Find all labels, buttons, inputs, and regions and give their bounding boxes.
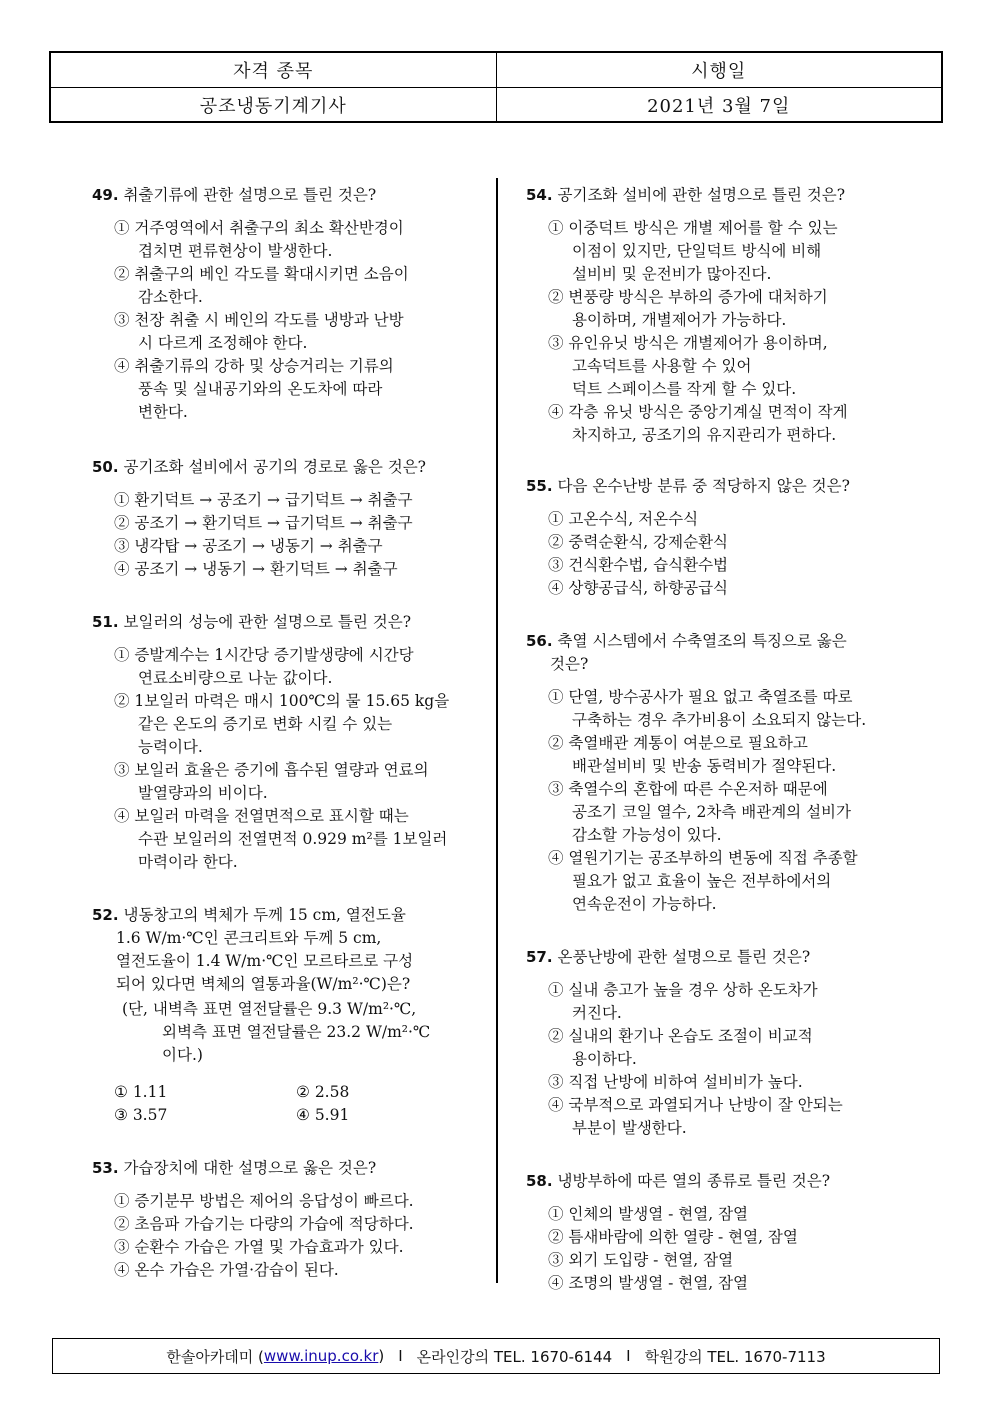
options xyxy=(526,686,916,916)
right-column xyxy=(526,184,916,1321)
option-2: ② 축열배관 계통이 여분으로 필요하고 배관설비비 및 반송 동력비가 절약된다. xyxy=(548,734,837,775)
question-51 xyxy=(92,611,512,874)
question-note: (단, 내벽측 표면 열전달률은 9.3 W/m²·℃, 외벽측 표면 열전달률은 23.2 W/m²·℃ 이다.) xyxy=(122,1000,431,1064)
option-4: ④ 온수 가습은 가열·감습이 된다. xyxy=(114,1261,339,1279)
question-55 xyxy=(526,475,916,600)
question-text: 50. 공기조화 설비에서 공기의 경로로 옳은 것은? xyxy=(92,458,426,476)
question-text: 53. 가습장치에 대한 설명으로 옳은 것은? xyxy=(92,1159,377,1177)
left-column xyxy=(92,184,512,1308)
footer-paren: ) xyxy=(378,1347,385,1365)
option-2: ② 변풍량 방식은 부하의 증가에 대처하기 용이하며, 개별제어가 가능하다. xyxy=(548,288,828,329)
option-3: ③ 천장 취출 시 베인의 각도를 냉방과 난방 시 다르게 조정해야 한다. xyxy=(114,311,404,352)
options xyxy=(92,489,512,581)
option-3: ③ 외기 도입량 - 현열, 잠열 xyxy=(548,1251,734,1269)
option-1: ① 고온수식, 저온수식 xyxy=(548,510,699,528)
question-text: 57. 온풍난방에 관한 설명으로 틀린 것은? xyxy=(526,948,811,966)
header-row-values xyxy=(51,87,941,122)
question-57 xyxy=(526,946,916,1140)
footer-separator: I xyxy=(626,1347,631,1365)
option-2: ② 1보일러 마력은 매시 100℃의 물 15.65 kg을 같은 온도의 증기로 변화 시킬 수 있는 능력이다. xyxy=(114,692,450,756)
question-text: 55. 다음 온수난방 분류 중 적당하지 않은 것은? xyxy=(526,477,850,495)
question-53 xyxy=(92,1157,512,1282)
option-3: ③ 보일러 효율은 증기에 흡수된 열량과 연료의 발열량과의 비이다. xyxy=(114,761,429,802)
option-4: ④ 공조기 → 냉동기 → 환기덕트 → 취출구 xyxy=(114,560,398,578)
option-3: ③ 순환수 가습은 가열 및 가습효과가 있다. xyxy=(114,1238,404,1256)
option-1: ① 인체의 발생열 - 현열, 잠열 xyxy=(548,1205,749,1223)
options xyxy=(92,217,512,424)
header-date-title: 시행일 xyxy=(496,53,942,87)
options xyxy=(526,217,916,447)
question-50 xyxy=(92,456,512,581)
question-text: 49. 취출기류에 관한 설명으로 틀린 것은? xyxy=(92,186,377,204)
option-1: ① 1.11 xyxy=(114,1083,168,1101)
header-category-title: 자격 종목 xyxy=(233,61,314,82)
option-2: ② 실내의 환기나 온습도 조절이 비교적 용이하다. xyxy=(548,1027,813,1068)
option-1: ① 단열, 방수공사가 필요 없고 축열조를 따로 구축하는 경우 추가비용이 소요되지 않는다. xyxy=(548,688,867,729)
option-1: ① 증기분무 방법은 제어의 응답성이 빠르다. xyxy=(114,1192,414,1210)
footer-online-phone: 온라인강의 TEL. 1670-6144 xyxy=(416,1347,613,1366)
option-3: ③ 유인유닛 방식은 개별제어가 용이하며, 고속덕트를 사용할 수 있어 덕트 스페이스를 작게 할 수 있다. xyxy=(548,334,828,398)
option-2: ② 초음파 가습기는 다량의 가습에 적당하다. xyxy=(114,1215,414,1233)
question-49 xyxy=(92,184,512,424)
option-4: ④ 5.91 xyxy=(296,1106,350,1124)
option-2: ② 중력순환식, 강제순환식 xyxy=(548,533,729,551)
option-1: ① 환기덕트 → 공조기 → 급기덕트 → 취출구 xyxy=(114,491,413,509)
option-2: ② 취출구의 베인 각도를 확대시키면 소음이 감소한다. xyxy=(114,265,409,306)
footer-separator: I xyxy=(398,1347,403,1365)
option-4: ④ 취출기류의 강하 및 상승거리는 기류의 풍속 및 실내공기와의 온도차에 따라 변한다. xyxy=(114,357,394,421)
option-4: ④ 국부적으로 과열되거나 난방이 잘 안되는 부분이 발생한다. xyxy=(548,1096,843,1137)
option-3: ③ 건식환수법, 습식환수법 xyxy=(548,556,729,574)
options xyxy=(92,644,512,874)
header-row-titles xyxy=(51,53,941,87)
option-4: ④ 상향공급식, 하향공급식 xyxy=(548,579,729,597)
option-3: ③ 3.57 xyxy=(114,1106,168,1124)
question-54 xyxy=(526,184,916,447)
option-2: ② 2.58 xyxy=(296,1083,350,1101)
page-footer xyxy=(52,1338,940,1374)
option-3: ③ 냉각탑 → 공조기 → 냉동기 → 취출구 xyxy=(114,537,383,555)
option-3: ③ 축열수의 혼합에 따른 수온저하 때문에 공조기 코일 열수, 2차측 배관계의 설비가 감소할 가능성이 있다. xyxy=(548,780,851,844)
option-1: ① 이중덕트 방식은 개별 제어를 할 수 있는 이점이 있지만, 단일덕트 방식에 비해 설비비 및 운전비가 많아진다. xyxy=(548,219,838,283)
options xyxy=(92,1190,512,1282)
options xyxy=(526,979,916,1140)
option-2: ② 틈새바람에 의한 열량 - 현열, 잠열 xyxy=(548,1228,798,1246)
header-date-value: 2021년 3월 7일 xyxy=(496,88,942,122)
question-58 xyxy=(526,1170,916,1295)
options xyxy=(526,1203,916,1295)
options xyxy=(526,508,916,600)
footer-website-link[interactable]: www.inup.co.kr xyxy=(263,1347,379,1365)
exam-header-table xyxy=(49,51,943,123)
question-text: 51. 보일러의 성능에 관한 설명으로 틀린 것은? xyxy=(92,613,412,631)
option-4: ④ 각층 유닛 방식은 중앙기계실 면적이 작게 차지하고, 공조기의 유지관리가 편하다. xyxy=(548,403,848,444)
option-1: ① 실내 층고가 높을 경우 상하 온도차가 커진다. xyxy=(548,981,818,1022)
option-4: ④ 열원기기는 공조부하의 변동에 직접 추종할 필요가 없고 효율이 높은 전부하에서의 연속운전이 가능하다. xyxy=(548,849,858,913)
options xyxy=(92,1081,512,1127)
footer-offline-phone: 학원강의 TEL. 1670-7113 xyxy=(644,1347,826,1366)
question-text: 56. 축열 시스템에서 수축열조의 특징으로 옳은 것은? xyxy=(526,632,847,673)
option-4: ④ 보일러 마력을 전열면적으로 표시할 때는 수관 보일러의 전열면적 0.929 m²를 1보일러 마력이라 한다. xyxy=(114,807,448,871)
option-4: ④ 조명의 발생열 - 현열, 잠열 xyxy=(548,1274,749,1292)
question-text: 58. 냉방부하에 따른 열의 종류로 틀린 것은? xyxy=(526,1172,831,1190)
option-1: ① 거주영역에서 취출구의 최소 확산반경이 겹치면 편류현상이 발생한다. xyxy=(114,219,404,260)
footer-academy: 한솔아카데미 ( xyxy=(166,1347,264,1366)
option-3: ③ 직접 난방에 비하여 설비비가 높다. xyxy=(548,1073,803,1091)
option-1: ① 증발계수는 1시간당 증기발생량에 시간당 연료소비량으로 나눈 값이다. xyxy=(114,646,414,687)
question-56 xyxy=(526,630,916,916)
question-52 xyxy=(92,904,512,1127)
header-category-value: 공조냉동기계기사 xyxy=(199,96,347,117)
question-text: 54. 공기조화 설비에 관한 설명으로 틀린 것은? xyxy=(526,186,846,204)
question-text: 52. 냉동창고의 벽체가 두께 15 cm, 열전도율 1.6 W/m·℃인 콘크리트와 두께 5 cm, 열전도율이 1.4 W/m·℃인 모르타르로 구성 되어 있다면 벽체의 열통과율(W/m²·℃)은? xyxy=(92,906,414,993)
option-2: ② 공조기 → 환기덕트 → 급기덕트 → 취출구 xyxy=(114,514,413,532)
